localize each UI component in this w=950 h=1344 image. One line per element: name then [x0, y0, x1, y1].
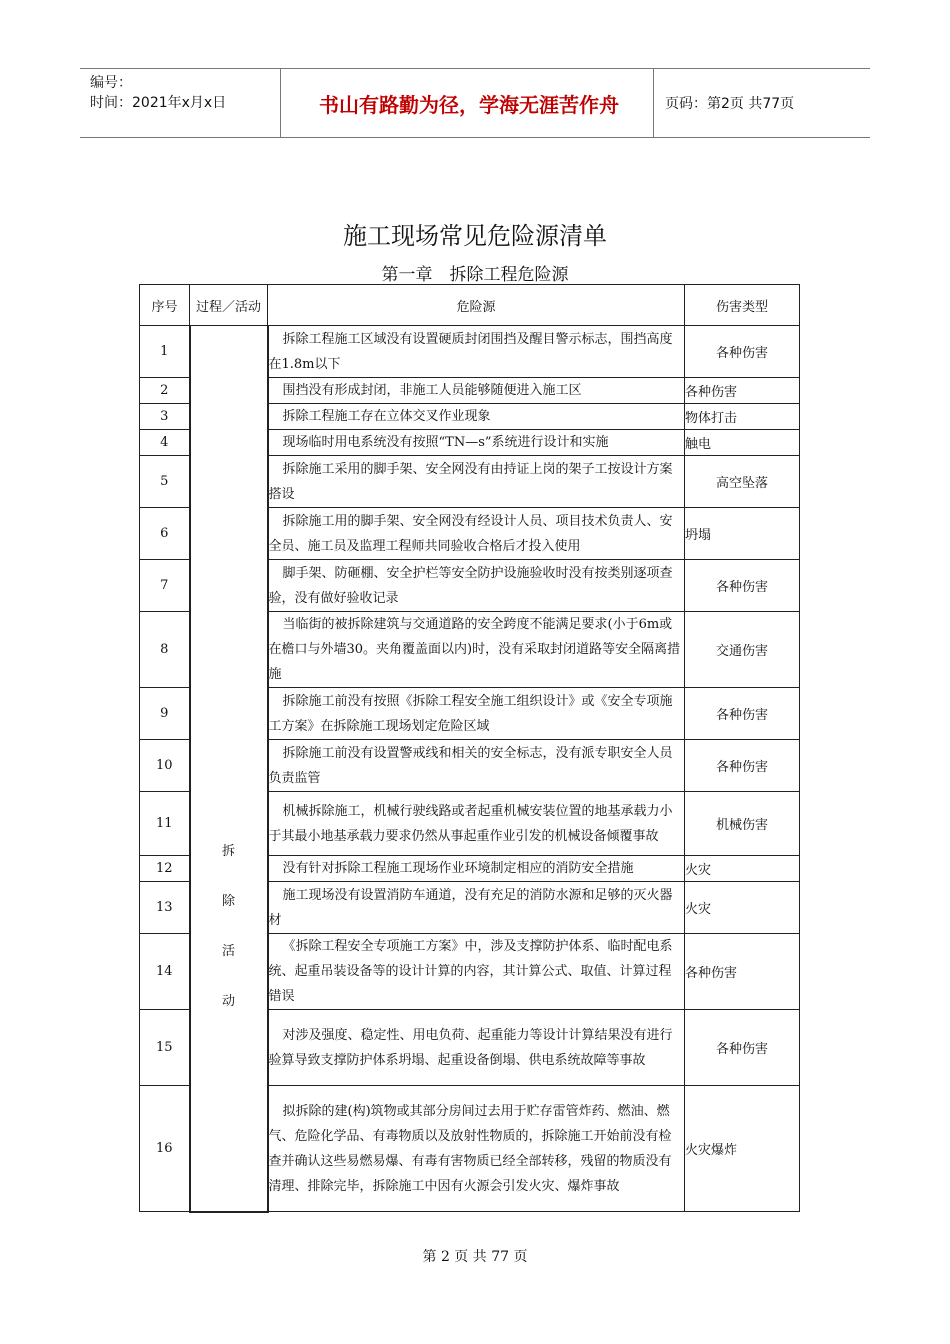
table-body — [140, 326, 800, 1212]
hazard-table — [139, 284, 800, 1213]
injury-type: 物体打击 — [685, 404, 800, 430]
injury-type: 火灾 — [685, 856, 800, 882]
hazard-description: 拆除施工采用的脚手架、安全网没有由持证上岗的架子工按设计方案搭设 — [268, 456, 685, 508]
row-number: 2 — [140, 378, 190, 404]
injury-type: 高空坠落 — [685, 456, 800, 508]
document-date: 时间：2021年x月x日 — [90, 95, 227, 111]
injury-type: 各种伤害 — [685, 1010, 800, 1086]
injury-type: 触电 — [685, 430, 800, 456]
hazard-description: 《拆除工程安全专项施工方案》中，涉及支撑防护体系、临时配电系统、起重吊装设备等的设计计算的内容，其计算公式、取值、计算过程错误 — [268, 934, 685, 1010]
hazard-description: 机械拆除施工，机械行驶线路或者起重机械安装位置的地基承载力小于其最小地基承载力要求仍然从事起重作业引发的机械设备倾覆事故 — [268, 792, 685, 856]
hazard-description: 施工现场没有设置消防车通道，没有充足的消防水源和足够的灭火器材 — [268, 882, 685, 934]
row-number: 14 — [140, 934, 190, 1010]
injury-type: 火灾 — [685, 882, 800, 934]
table-row — [140, 326, 800, 378]
hazard-description: 拟拆除的建(构)筑物或其部分房间过去用于贮存雷管炸药、燃油、燃气、危险化学品、有毒物质以及放射性物质的，拆除施工开始前没有检查并确认这些易燃易爆、有毒有害物质已经全部转移，残留的物质没有清理、排除完毕，拆除施工中因有火源会引发火灾、爆炸事故 — [268, 1086, 685, 1212]
activity-char: 动 — [221, 994, 235, 1010]
injury-type: 各种伤害 — [685, 740, 800, 792]
row-number: 13 — [140, 882, 190, 934]
header-divider — [280, 69, 281, 137]
header-number: 序号 — [140, 285, 190, 326]
row-number: 16 — [140, 1086, 190, 1212]
injury-type: 火灾爆炸 — [685, 1086, 800, 1212]
injury-type: 各种伤害 — [685, 934, 800, 1010]
row-number: 15 — [140, 1010, 190, 1086]
row-number: 8 — [140, 612, 190, 688]
row-number: 1 — [140, 326, 190, 378]
hazard-description: 拆除工程施工存在立体交叉作业现象 — [268, 404, 685, 430]
row-number: 3 — [140, 404, 190, 430]
activity-char: 活 — [221, 944, 235, 960]
hazard-description: 对涉及强度、稳定性、用电负荷、起重能力等设计计算结果没有进行验算导致支撑防护体系坍塌、起重设备倒塌、供电系统故障等事故 — [268, 1010, 685, 1086]
header-divider — [653, 69, 654, 137]
injury-type: 各种伤害 — [685, 560, 800, 612]
activity-char: 拆 — [221, 844, 235, 860]
row-number: 10 — [140, 740, 190, 792]
chapter-title: 第一章 拆除工程危险源 — [381, 265, 569, 285]
injury-type: 各种伤害 — [685, 688, 800, 740]
activity-char: 除 — [221, 894, 235, 910]
table-header-row — [140, 285, 800, 326]
row-number: 6 — [140, 508, 190, 560]
row-number: 5 — [140, 456, 190, 508]
page-header — [80, 68, 870, 138]
hazard-description: 现场临时用电系统没有按照“TN—s”系统进行设计和实施 — [268, 430, 685, 456]
hazard-description: 拆除工程施工区域没有设置硬质封闭围挡及醒目警示标志，围挡高度在1.8m以下 — [268, 326, 685, 378]
header-activity: 过程／活动 — [190, 285, 268, 326]
hazard-description: 没有针对拆除工程施工现场作业环境制定相应的消防安全措施 — [268, 856, 685, 882]
header-hazard: 危险源 — [268, 285, 685, 326]
header-page-info: 页码：第2页 共77页 — [665, 96, 795, 112]
hazard-description: 拆除施工前没有按照《拆除工程安全施工组织设计》或《安全专项施工方案》在拆除施工现场划定危险区域 — [268, 688, 685, 740]
hazard-description: 围挡没有形成封闭，非施工人员能够随便进入施工区 — [268, 378, 685, 404]
page-footer: 第 2 页 共 77 页 — [422, 1249, 528, 1265]
document-title: 施工现场常见危险源清单 — [343, 222, 607, 250]
row-number: 4 — [140, 430, 190, 456]
injury-type: 交通伤害 — [685, 612, 800, 688]
header-slogan: 书山有路勤为径，学海无涯苦作舟 — [319, 92, 619, 117]
hazard-description: 当临街的被拆除建筑与交通道路的安全跨度不能满足要求(小于6m或在檐口与外墙30。夹角覆盖面以内)时，没有采取封闭道路等安全隔离措施 — [268, 612, 685, 688]
hazard-description: 脚手架、防砸棚、安全护栏等安全防护设施验收时没有按类别逐项查验，没有做好验收记录 — [268, 560, 685, 612]
injury-type: 各种伤害 — [685, 326, 800, 378]
document-number-label: 编号： — [90, 75, 132, 91]
row-number: 7 — [140, 560, 190, 612]
hazard-description: 拆除施工前没有设置警戒线和相关的安全标志，没有派专职安全人员负责监管 — [268, 740, 685, 792]
row-number: 11 — [140, 792, 190, 856]
injury-type: 坍塌 — [685, 508, 800, 560]
injury-type: 各种伤害 — [685, 378, 800, 404]
injury-type: 机械伤害 — [685, 792, 800, 856]
header-meta — [90, 73, 226, 113]
row-number: 9 — [140, 688, 190, 740]
row-number: 12 — [140, 856, 190, 882]
hazard-description: 拆除施工用的脚手架、安全网没有经设计人员、项目技术负责人、安全员、施工员及监理工程师共同验收合格后才投入使用 — [268, 508, 685, 560]
activity-cell — [190, 326, 268, 1212]
header-injury-type: 伤害类型 — [685, 285, 800, 326]
